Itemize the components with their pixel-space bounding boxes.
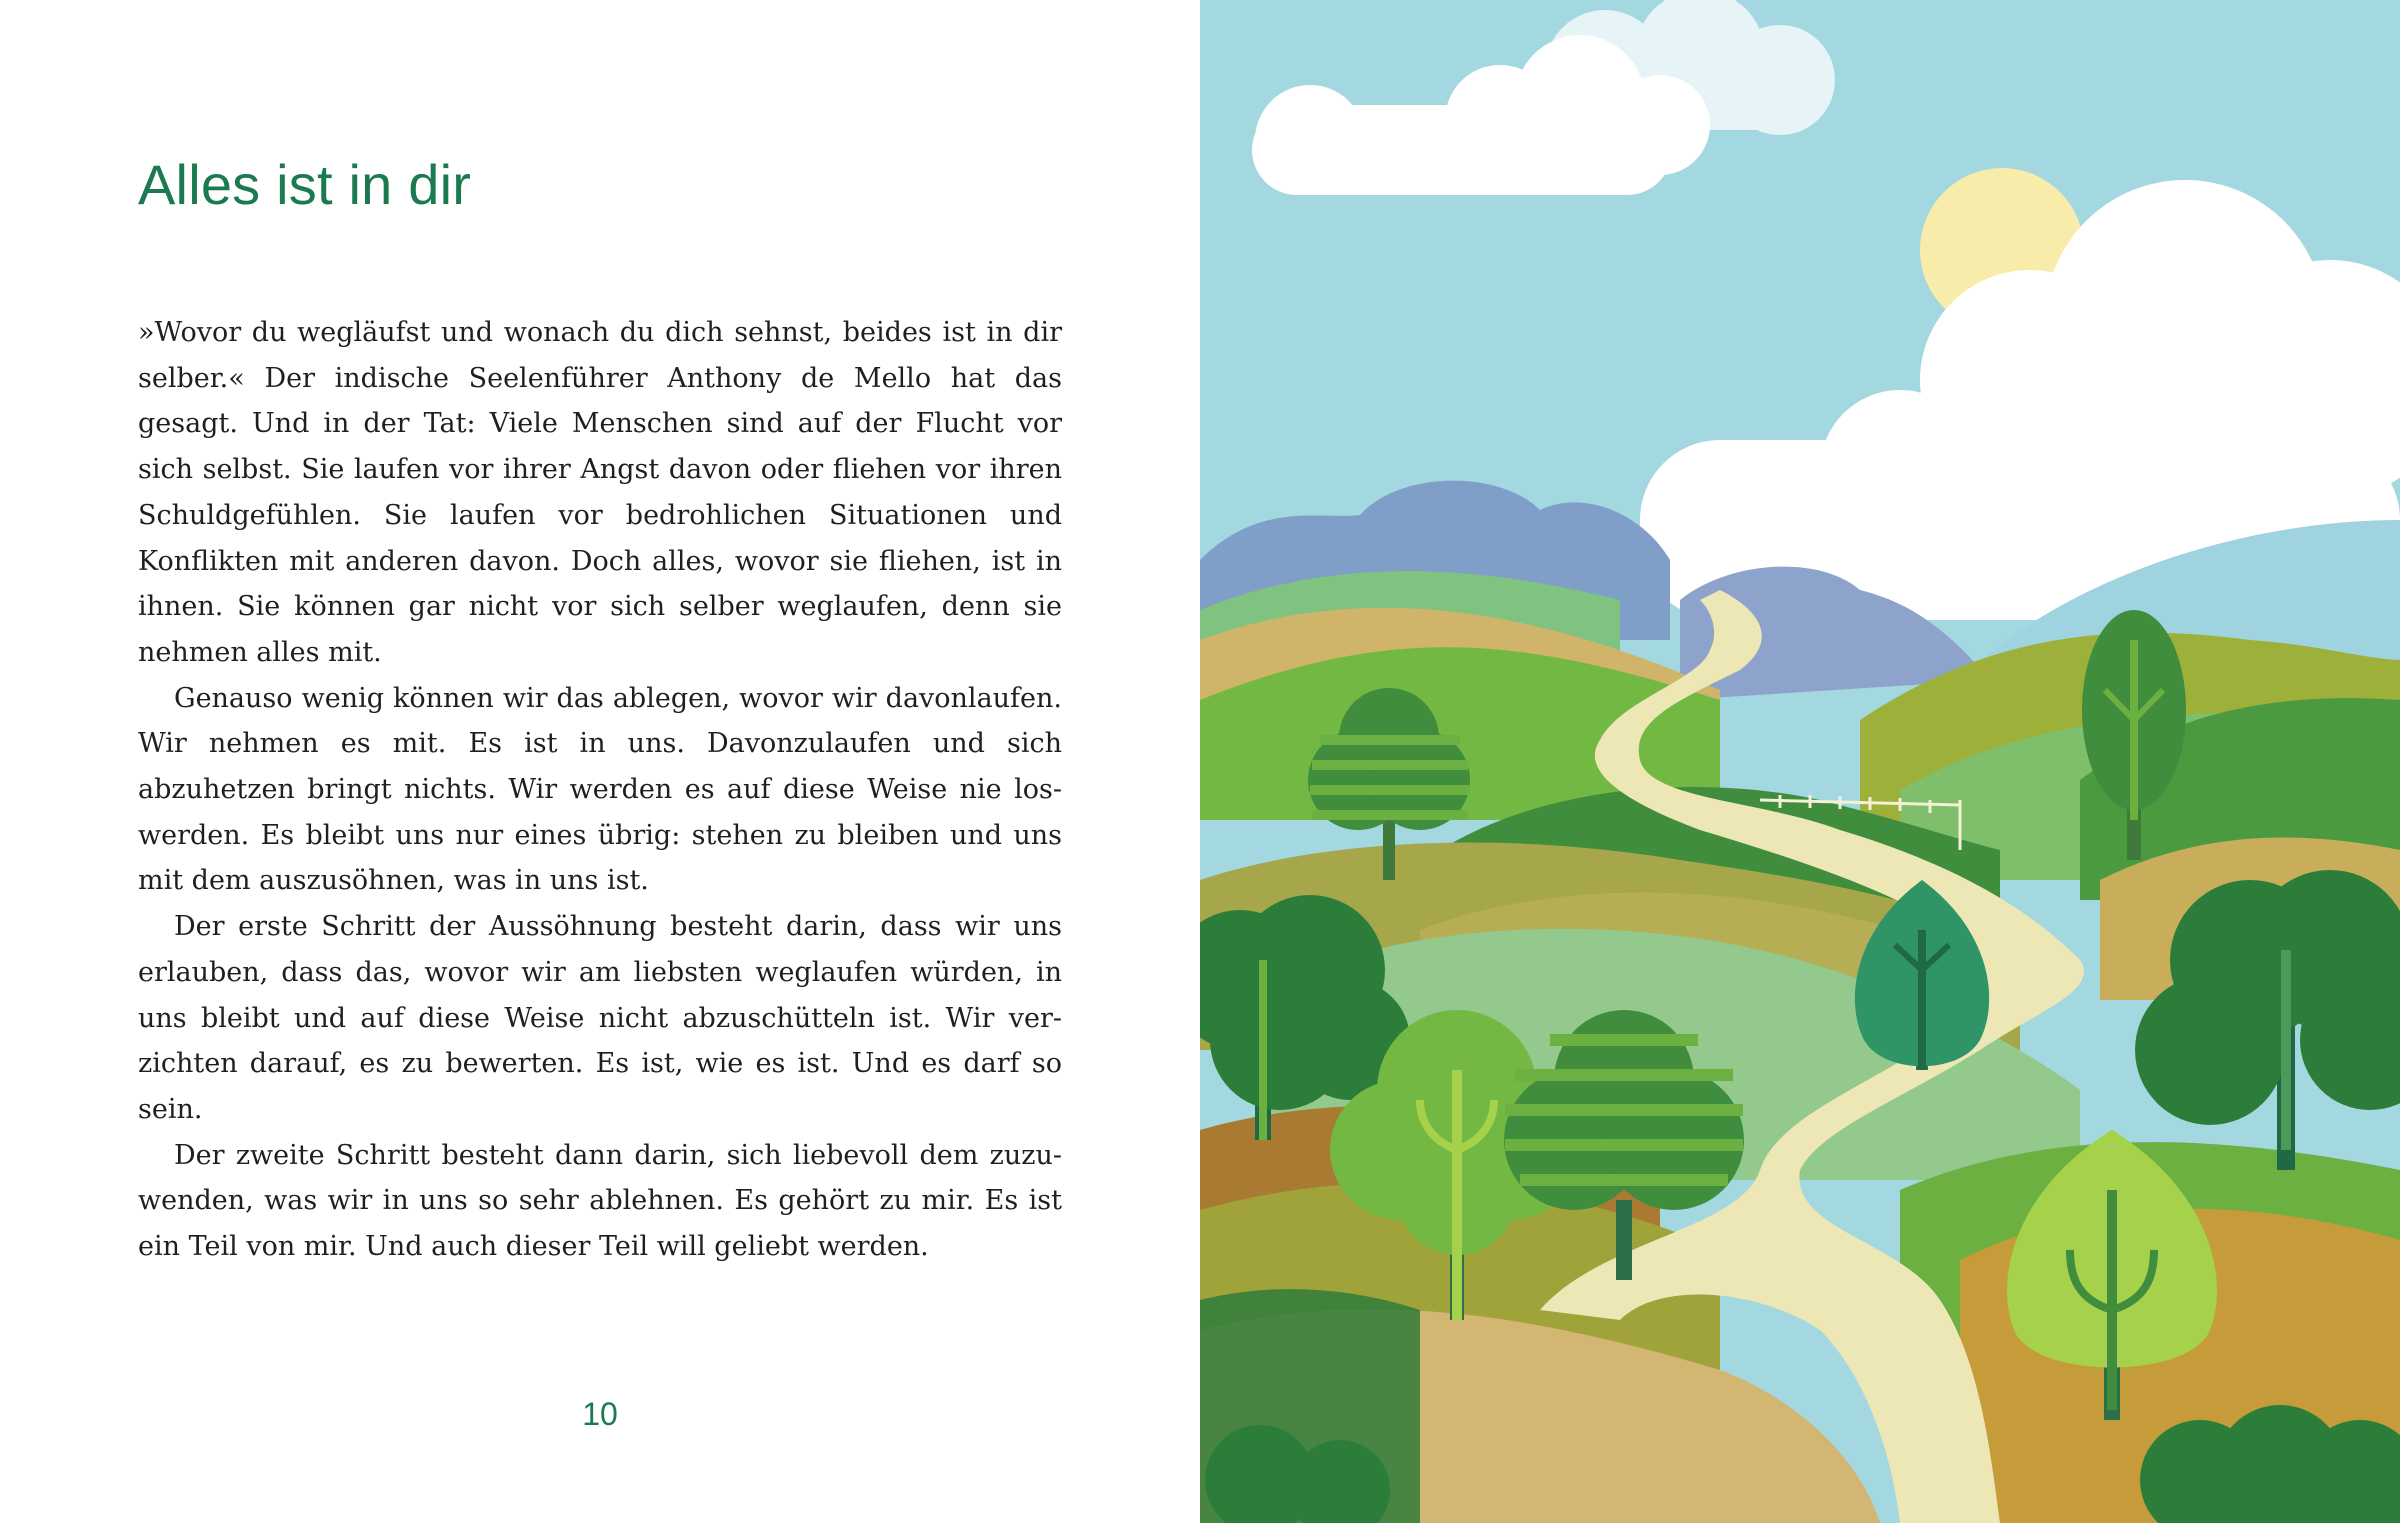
paragraph-4: Der zweite Schritt besteht dann darin, sich liebevoll dem zuzuwenden, was wir in uns so sehr ablehnen. Es gehört zu mir. Es ist ein Teil von mir. Und auch dieser Teil will geliebt werden. <box>138 1139 1062 1263</box>
illustration-page <box>1200 0 2400 1523</box>
paragraph-2: Genauso wenig können wir das ablegen, wovor wir davonlaufen. Wir nehmen es mit. Es ist in uns. Davonzulaufen und sich abzuhetzen bringt nichts. Wir werden es auf diese Weise nie loswerden. Es bleibt uns nur eines übrig: stehen zu bleiben und uns mit dem auszusöhnen, was in uns ist. <box>138 682 1062 897</box>
chapter-title: Alles ist in dir <box>138 153 472 216</box>
paragraph-1: »Wovor du wegläufst und wonach du dich sehnst, beides ist in dir selber.« Der indische Seelenführer Anthony de Mello hat das gesagt. Und in der Tat: Viele Menschen sind auf der Flucht vor sich selbst. Sie laufen vor ihrer Angst davon oder fliehen vor ihren Schuldgefühlen. Sie laufen vor bedrohlichen Situationen und Konflikten mit anderen davon. Doch alles, wovor sie fliehen, ist in ihnen. Sie können gar nicht vor sich selber weglaufen, denn sie nehmen alles mit. <box>138 317 1062 668</box>
page-number: 10 <box>582 1396 618 1432</box>
landscape-illustration <box>1200 0 2400 1523</box>
body-text <box>138 310 1062 1270</box>
paragraph-3: Der erste Schritt der Aussöhnung besteht darin, dass wir uns erlauben, dass das, wovor wir am liebsten weglaufen würden, in uns bleibt und auf diese Weise nicht abzuschütteln ist. Wir verzichten darauf, es zu bewerten. Es ist, wie es ist. Und es darf so sein. <box>138 911 1062 1125</box>
